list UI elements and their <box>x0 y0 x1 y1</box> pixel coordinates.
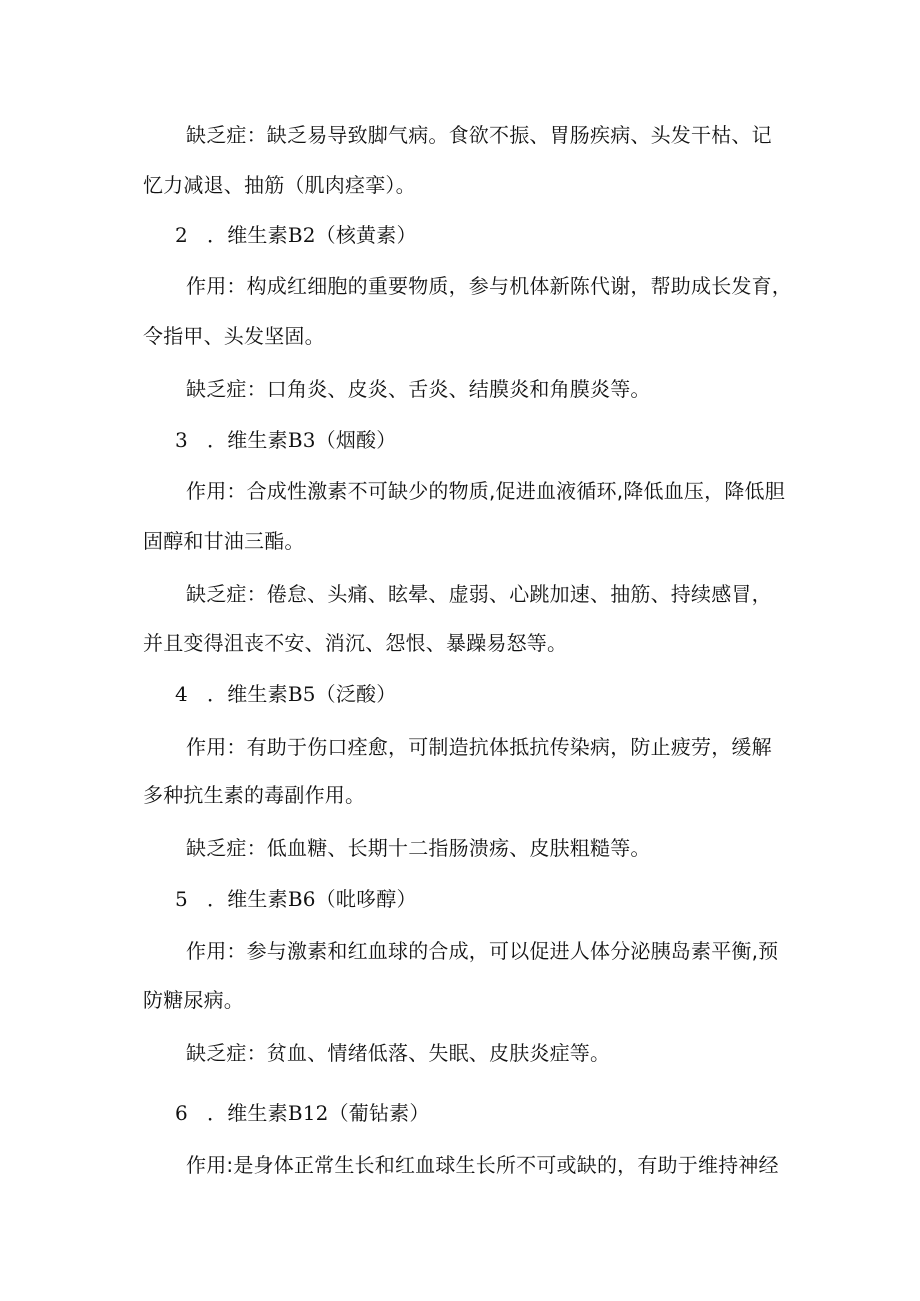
b6-effect-text-cont: 防糖尿病。 <box>143 988 244 1012</box>
b3-effect-text-cont: 固醇和甘油三酯。 <box>143 529 305 553</box>
b12-title-suffix: （葡钻素） <box>328 1101 430 1125</box>
b3-title-prefix: ．维生素 <box>207 428 288 452</box>
b3-heading <box>175 428 396 452</box>
b6-deficiency-text: 缺乏症：贫血、情绪低落、失眠、皮肤炎症等。 <box>186 1041 611 1065</box>
b6-title-suffix: （吡哆醇） <box>315 887 417 911</box>
b2-title-prefix: ．维生素 <box>207 223 288 247</box>
b6-code: B6 <box>287 887 316 911</box>
b3-title-suffix: （烟酸） <box>315 428 397 452</box>
b6-number: 5 <box>175 887 188 911</box>
b6-title-prefix: ．维生素 <box>207 887 288 911</box>
b3-effect-text: 作用：合成性激素不可缺少的物质,促进血液循环,降低血压，降低胆 <box>186 479 785 503</box>
b3-number: 3 <box>175 428 188 452</box>
b3-deficiency-text-cont: 并且变得沮丧不安、消沉、怨恨、暴躁易怒等。 <box>143 631 568 655</box>
b1-deficiency-text-cont: 忆力减退、抽筋（肌肉痉挛）。 <box>143 173 416 197</box>
b2-heading <box>175 223 417 247</box>
b2-code: B2 <box>287 223 316 247</box>
b12-effect-text: 作用:是身体正常生长和红血球生长所不可或缺的，有助于维持神经 <box>186 1153 779 1177</box>
b12-title-prefix: ．维生素 <box>207 1101 288 1125</box>
b5-number: 4 <box>175 682 188 706</box>
b5-deficiency-text: 缺乏症：低血糖、长期十二指肠溃疡、皮肤粗糙等。 <box>186 836 651 860</box>
b5-title-prefix: ．维生素 <box>207 682 288 706</box>
b2-number: 2 <box>175 223 188 247</box>
b5-title-suffix: （泛酸） <box>315 682 397 706</box>
b2-deficiency-text: 缺乏症：口角炎、皮炎、舌炎、结膜炎和角膜炎等。 <box>186 377 651 401</box>
b5-heading <box>175 682 396 706</box>
b6-heading <box>175 887 417 911</box>
b12-heading <box>175 1101 430 1125</box>
b1-deficiency-text: 缺乏症：缺乏易导致脚气病。食欲不振、胃肠疾病、头发干枯、记 <box>186 123 772 147</box>
b2-effect-text-cont: 令指甲、头发坚固。 <box>143 324 325 348</box>
b12-number: 6 <box>175 1101 188 1125</box>
b6-effect-text: 作用：参与激素和红血球的合成，可以促进人体分泌胰岛素平衡,预 <box>186 939 779 963</box>
b3-deficiency-text: 缺乏症：倦怠、头痛、眩晕、虚弱、心跳加速、抽筋、持续感冒， <box>186 582 772 606</box>
b5-effect-text: 作用：有助于伤口痊愈，可制造抗体抵抗传染病，防止疲劳，缓解 <box>186 735 772 759</box>
b3-code: B3 <box>287 428 316 452</box>
b12-code: B12 <box>287 1101 329 1125</box>
b2-effect-text: 作用：构成红细胞的重要物质，参与机体新陈代谢，帮助成长发育， <box>186 274 792 298</box>
b2-title-suffix: （核黄素） <box>315 223 417 247</box>
b5-code: B5 <box>287 682 316 706</box>
b5-effect-text-cont: 多种抗生素的毒副作用。 <box>143 783 366 807</box>
